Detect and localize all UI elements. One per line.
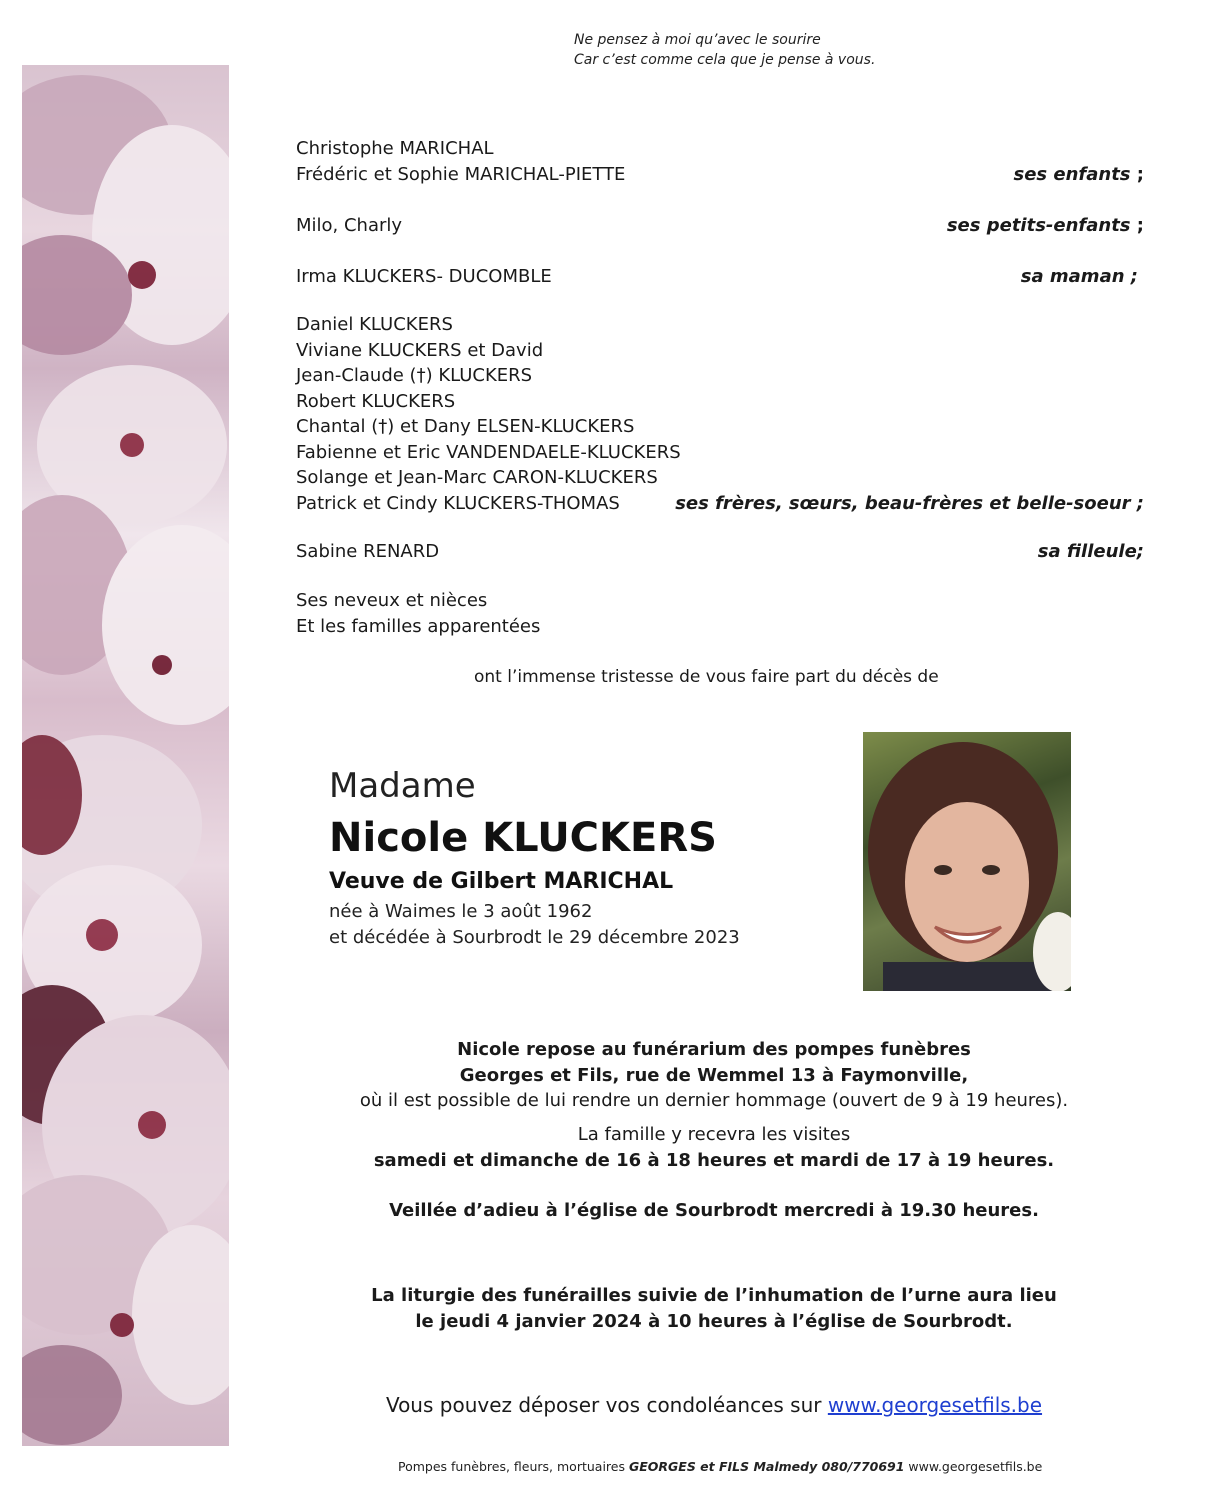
liturgy-line-1: La liturgie des funérailles suivie de l’inhumation de l’urne aura lieu bbox=[371, 1285, 1057, 1306]
relation-label: ses frères, sœurs, beau-frères et belle-soeur ; bbox=[675, 492, 1144, 514]
relative-name: Chantal (†) et Dany ELSEN-KLUCKERS bbox=[296, 416, 635, 437]
condolences bbox=[250, 1393, 1178, 1419]
relation-label: sa maman ; bbox=[1020, 266, 1138, 287]
flower-decoration bbox=[22, 65, 229, 1446]
portrait-image bbox=[863, 732, 1071, 991]
relative-name: Christophe MARICHAL bbox=[296, 138, 494, 159]
relative-name: Sabine RENARD bbox=[296, 541, 440, 562]
others-line: Et les familles apparentées bbox=[296, 615, 541, 637]
relative-name: Irma KLUCKERS- DUCOMBLE bbox=[296, 266, 552, 287]
condolences-link[interactable]: www.georgesetfils.be bbox=[827, 1393, 1043, 1417]
repose-line-3: où il est possible de lui rendre un dernier hommage (ouvert de 9 à 19 heures). bbox=[359, 1090, 1069, 1111]
relatives-children bbox=[296, 136, 1144, 187]
relative-name: Milo, Charly bbox=[296, 215, 403, 236]
others-line: Ses neveux et nièces bbox=[296, 590, 488, 611]
relative-name: Viviane KLUCKERS et David bbox=[296, 339, 544, 361]
relative-name: Robert KLUCKERS bbox=[296, 390, 456, 412]
visits-line-2: samedi et dimanche de 16 à 18 heures et mardi de 17 à 19 heures. bbox=[373, 1149, 1055, 1171]
footer-prefix: Pompes funèbres, fleurs, mortuaires bbox=[398, 1459, 629, 1474]
vigil-info: Veillée d’adieu à l’église de Sourbrodt mercredi à 19.30 heures. bbox=[389, 1200, 1039, 1221]
relation-label: ses petits-enfants ; bbox=[946, 215, 1144, 236]
repose-info bbox=[250, 1037, 1178, 1114]
relative-name: Daniel KLUCKERS bbox=[296, 314, 453, 335]
relative-name: Jean-Claude (†) KLUCKERS bbox=[296, 365, 533, 386]
visits-info bbox=[250, 1122, 1178, 1173]
relative-name: Patrick et Cindy KLUCKERS-THOMAS bbox=[296, 492, 620, 514]
relative-name: Solange et Jean-Marc CARON-KLUCKERS bbox=[296, 467, 658, 488]
relation-label: ses enfants ; bbox=[1013, 163, 1144, 185]
repose-line-1: Nicole repose au funérarium des pompes funèbres bbox=[457, 1039, 971, 1060]
liturgy-info bbox=[250, 1283, 1178, 1334]
visits-line-1: La famille y recevra les visites bbox=[577, 1124, 851, 1145]
epigraph bbox=[574, 30, 875, 70]
epigraph-line-2: Car c’est comme cela que je pense à vous. bbox=[574, 52, 876, 68]
deceased-death: et décédée à Sourbrodt le 29 décembre 2023 bbox=[329, 927, 740, 948]
relatives-siblings bbox=[296, 312, 1144, 516]
deceased-title: Madame bbox=[329, 766, 476, 806]
liturgy-line-2: le jeudi 4 janvier 2024 à 10 heures à l’église de Sourbrodt. bbox=[415, 1310, 1013, 1332]
footer-company: GEORGES et FILS Malmedy 080/770691 bbox=[628, 1459, 905, 1474]
repose-line-2: Georges et Fils, rue de Wemmel 13 à Faymonville, bbox=[459, 1064, 969, 1086]
announcement-text: ont l’immense tristesse de vous faire part du décès de bbox=[474, 667, 939, 687]
relative-name: Frédéric et Sophie MARICHAL-PIETTE bbox=[296, 163, 626, 185]
relatives-others bbox=[296, 588, 1144, 639]
footer-website: www.georgesetfils.be bbox=[904, 1459, 1043, 1474]
relatives-mother bbox=[296, 264, 1144, 290]
relatives-grandchildren bbox=[296, 213, 1144, 239]
deceased-birth: née à Waimes le 3 août 1962 bbox=[329, 901, 593, 922]
footer bbox=[398, 1459, 1042, 1474]
relatives-goddaughter bbox=[296, 539, 1144, 565]
condolences-text: Vous pouvez déposer vos condoléances sur bbox=[385, 1393, 828, 1417]
epigraph-line-1: Ne pensez à moi qu’avec le sourire bbox=[574, 32, 821, 48]
portrait-photo bbox=[863, 732, 1071, 991]
deceased-name: Nicole KLUCKERS bbox=[329, 815, 717, 861]
relation-label: sa filleule; bbox=[1037, 541, 1144, 562]
flower-image bbox=[22, 65, 229, 1446]
relative-name: Fabienne et Eric VANDENDAELE-KLUCKERS bbox=[296, 441, 681, 463]
deceased-widow: Veuve de Gilbert MARICHAL bbox=[329, 869, 674, 894]
